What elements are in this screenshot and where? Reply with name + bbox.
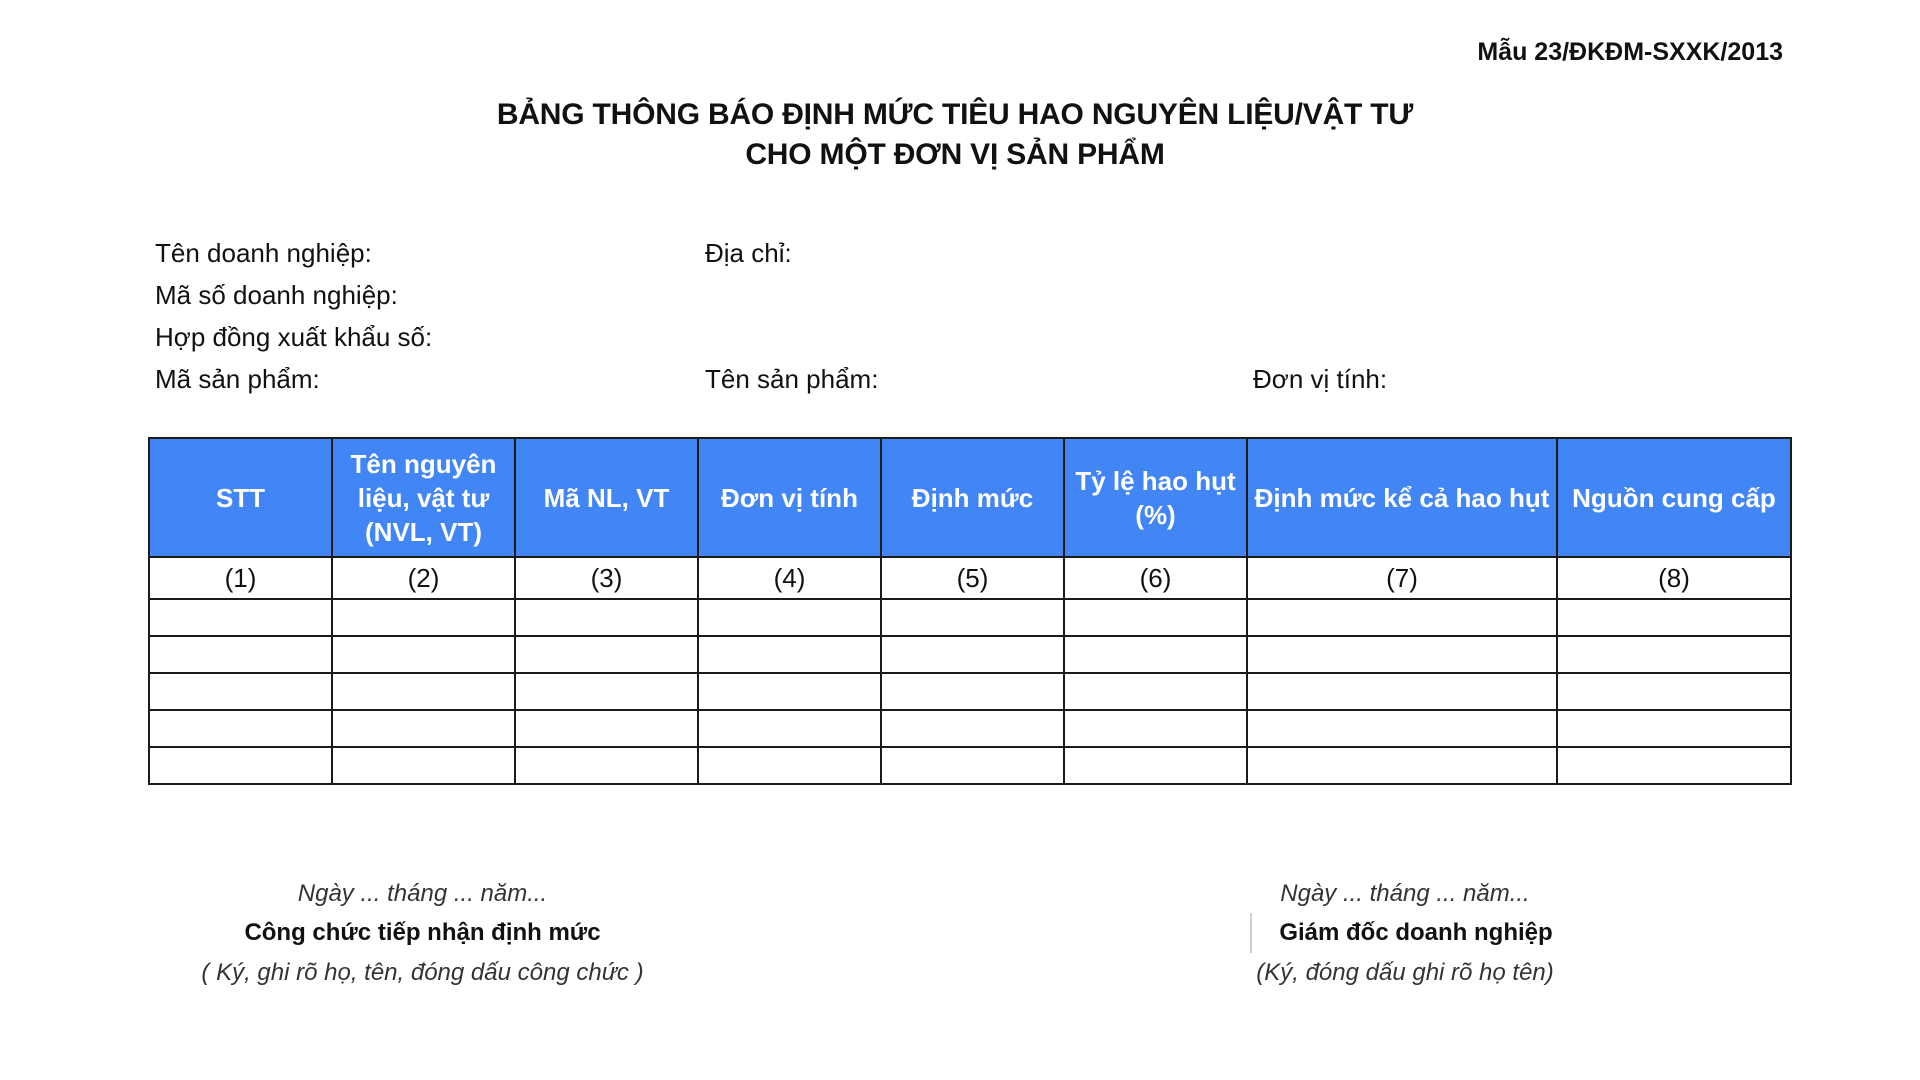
column-number-cell: (3) bbox=[515, 557, 698, 599]
info-row-4 bbox=[155, 358, 1755, 400]
product-code-label: Mã sản phẩm: bbox=[155, 364, 320, 394]
table-cell[interactable] bbox=[698, 747, 881, 784]
header-material-name: Tên nguyên liệu, vật tư (NVL, VT) bbox=[332, 438, 515, 557]
table-cell[interactable] bbox=[1557, 599, 1791, 636]
info-row-2 bbox=[155, 274, 1755, 316]
official-sign-note: ( Ký, ghi rõ họ, tên, đóng dấu công chức ) bbox=[201, 959, 644, 986]
unit-label: Đơn vị tính: bbox=[1253, 364, 1388, 394]
header-norm: Định mức bbox=[881, 438, 1064, 557]
table-cell[interactable] bbox=[1064, 673, 1247, 710]
director-date-line: Ngày ... tháng ... năm... bbox=[1280, 880, 1530, 907]
director-signature-block bbox=[1230, 875, 1580, 993]
table-cell[interactable] bbox=[515, 636, 698, 673]
table-cell[interactable] bbox=[515, 747, 698, 784]
table-cell[interactable] bbox=[1247, 636, 1557, 673]
form-code: Mẫu 23/ĐKĐM-SXXK/2013 bbox=[1477, 38, 1783, 66]
director-role: Giám đốc doanh nghiệp bbox=[1250, 913, 1580, 953]
header-loss-rate: Tỷ lệ hao hụt (%) bbox=[1064, 438, 1247, 557]
table-cell[interactable] bbox=[515, 599, 698, 636]
info-section bbox=[155, 232, 1755, 400]
header-material-code: Mã NL, VT bbox=[515, 438, 698, 557]
address-label: Địa chỉ: bbox=[705, 238, 792, 268]
table-cell[interactable] bbox=[1557, 747, 1791, 784]
header-supply-source: Nguồn cung cấp bbox=[1557, 438, 1791, 557]
table-cell[interactable] bbox=[1247, 747, 1557, 784]
table-row bbox=[149, 599, 1791, 636]
info-row-3 bbox=[155, 316, 1755, 358]
norm-table bbox=[148, 437, 1792, 785]
table-row bbox=[149, 710, 1791, 747]
column-number-row bbox=[149, 557, 1791, 599]
table-cell[interactable] bbox=[698, 710, 881, 747]
table-cell[interactable] bbox=[698, 673, 881, 710]
table-cell[interactable] bbox=[515, 673, 698, 710]
table-cell[interactable] bbox=[881, 710, 1064, 747]
column-number-cell: (8) bbox=[1557, 557, 1791, 599]
table-cell[interactable] bbox=[332, 599, 515, 636]
column-number-cell: (6) bbox=[1064, 557, 1247, 599]
header-unit: Đơn vị tính bbox=[698, 438, 881, 557]
table-row bbox=[149, 636, 1791, 673]
table-cell[interactable] bbox=[332, 747, 515, 784]
tax-code-label: Mã số doanh nghiệp: bbox=[155, 280, 398, 310]
director-sign-note: (Ký, đóng dấu ghi rõ họ tên) bbox=[1256, 959, 1554, 986]
official-date-line: Ngày ... tháng ... năm... bbox=[297, 880, 548, 907]
table-cell[interactable] bbox=[881, 599, 1064, 636]
table-cell[interactable] bbox=[332, 636, 515, 673]
table-cell[interactable] bbox=[881, 747, 1064, 784]
table-cell[interactable] bbox=[1064, 747, 1247, 784]
export-contract-label: Hợp đồng xuất khẩu số: bbox=[155, 322, 433, 352]
table-cell[interactable] bbox=[1557, 636, 1791, 673]
table-cell[interactable] bbox=[1064, 710, 1247, 747]
column-number-cell: (2) bbox=[332, 557, 515, 599]
info-row-1 bbox=[155, 232, 1755, 274]
table-row bbox=[149, 673, 1791, 710]
table-cell[interactable] bbox=[149, 710, 332, 747]
table-cell[interactable] bbox=[1557, 673, 1791, 710]
table-cell[interactable] bbox=[1064, 599, 1247, 636]
table-cell[interactable] bbox=[1247, 599, 1557, 636]
column-number-cell: (4) bbox=[698, 557, 881, 599]
company-name-label: Tên doanh nghiệp: bbox=[155, 238, 372, 268]
product-name-label: Tên sản phẩm: bbox=[705, 364, 879, 394]
table-cell[interactable] bbox=[1557, 710, 1791, 747]
title-line-2: CHO MỘT ĐƠN VỊ SẢN PHẨM bbox=[745, 138, 1165, 171]
official-signature-block bbox=[150, 875, 695, 993]
header-stt: STT bbox=[149, 438, 332, 557]
column-number-cell: (7) bbox=[1247, 557, 1557, 599]
document-title bbox=[0, 95, 1920, 175]
table-cell[interactable] bbox=[149, 636, 332, 673]
table-cell[interactable] bbox=[332, 673, 515, 710]
header-norm-with-loss: Định mức kể cả hao hụt bbox=[1247, 438, 1557, 557]
table-cell[interactable] bbox=[881, 636, 1064, 673]
table-cell[interactable] bbox=[149, 599, 332, 636]
table-cell[interactable] bbox=[698, 636, 881, 673]
table-cell[interactable] bbox=[881, 673, 1064, 710]
table-cell[interactable] bbox=[515, 710, 698, 747]
column-number-cell: (5) bbox=[881, 557, 1064, 599]
table-row bbox=[149, 747, 1791, 784]
table-cell[interactable] bbox=[1064, 636, 1247, 673]
table-cell[interactable] bbox=[698, 599, 881, 636]
title-line-1: BẢNG THÔNG BÁO ĐỊNH MỨC TIÊU HAO NGUYÊN LIỆU/VẬT TƯ bbox=[496, 98, 1414, 131]
table-cell[interactable] bbox=[149, 673, 332, 710]
table-header-row bbox=[149, 438, 1791, 557]
table-cell[interactable] bbox=[1247, 710, 1557, 747]
table-cell[interactable] bbox=[149, 747, 332, 784]
column-number-cell: (1) bbox=[149, 557, 332, 599]
table-cell[interactable] bbox=[332, 710, 515, 747]
official-role: Công chức tiếp nhận định mức bbox=[244, 919, 601, 946]
table-cell[interactable] bbox=[1247, 673, 1557, 710]
